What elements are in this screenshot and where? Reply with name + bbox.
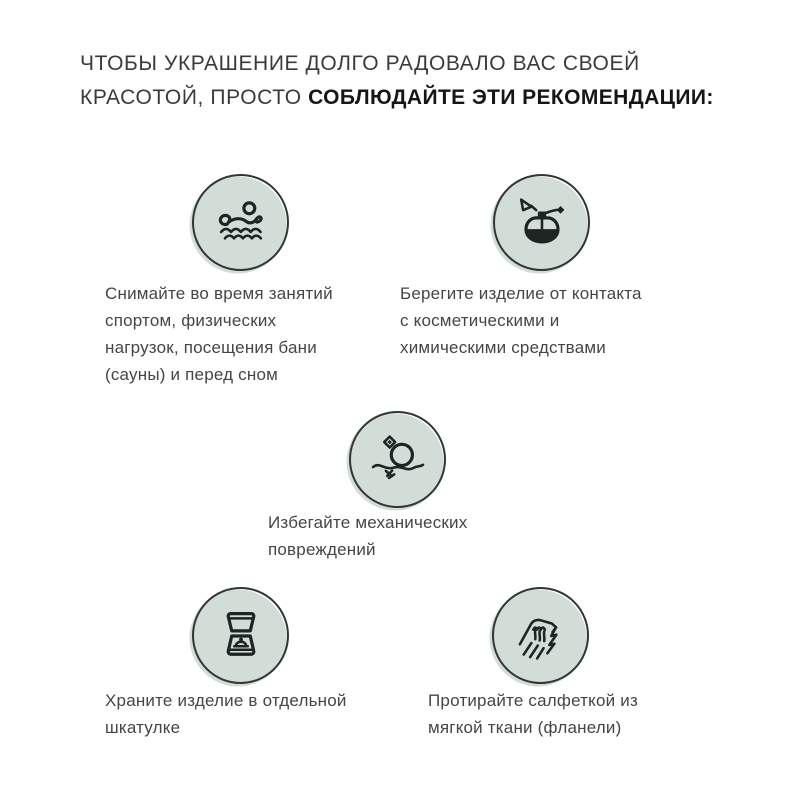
- wiping-hand-badge: [492, 587, 589, 684]
- page-title-line2: [80, 81, 740, 115]
- caption-line: шкатулке: [105, 718, 181, 737]
- caption-line: Избегайте механических: [268, 513, 468, 532]
- swimmer-caption: [105, 280, 333, 388]
- caption-line: спортом, физических: [105, 311, 277, 330]
- caption-line: мягкой ткани (фланели): [428, 718, 622, 737]
- ring-box-badge: [192, 587, 289, 684]
- wiping-hand-caption: [428, 687, 638, 741]
- caption-line: нагрузок, посещения бани: [105, 338, 317, 357]
- page-title-line1: ЧТОБЫ УКРАШЕНИЕ ДОЛГО РАДОВАЛО ВАС СВОЕЙ: [80, 52, 640, 75]
- swimmer-badge: [192, 174, 289, 271]
- ring-box-caption: [105, 687, 347, 741]
- caption-line: Протирайте салфеткой из: [428, 691, 638, 710]
- caption-line: Храните изделие в отдельной: [105, 691, 347, 710]
- page-title-line2-regular: КРАСОТОЙ, ПРОСТО: [80, 86, 309, 109]
- caption-line: химическими средствами: [400, 338, 606, 357]
- page-title: [80, 47, 740, 115]
- ring-damage-icon: [366, 428, 430, 492]
- ring-box-icon: [209, 604, 273, 668]
- page-title-line2-bold: СОБЛЮДАЙТЕ ЭТИ РЕКОМЕНДАЦИИ:: [308, 86, 714, 109]
- perfume-badge: [493, 174, 590, 271]
- ring-damage-caption: [268, 509, 467, 563]
- swimmer-icon: [209, 191, 273, 255]
- caption-line: Снимайте во время занятий: [105, 284, 333, 303]
- caption-line: Берегите изделие от контакта: [400, 284, 642, 303]
- caption-line: с косметическими и: [400, 311, 560, 330]
- perfume-caption: [400, 280, 642, 361]
- perfume-bottle-icon: [510, 191, 574, 255]
- wiping-hand-icon: [509, 604, 573, 668]
- caption-line: (сауны) и перед сном: [105, 365, 279, 384]
- caption-line: повреждений: [268, 540, 376, 559]
- ring-damage-badge: [349, 411, 446, 508]
